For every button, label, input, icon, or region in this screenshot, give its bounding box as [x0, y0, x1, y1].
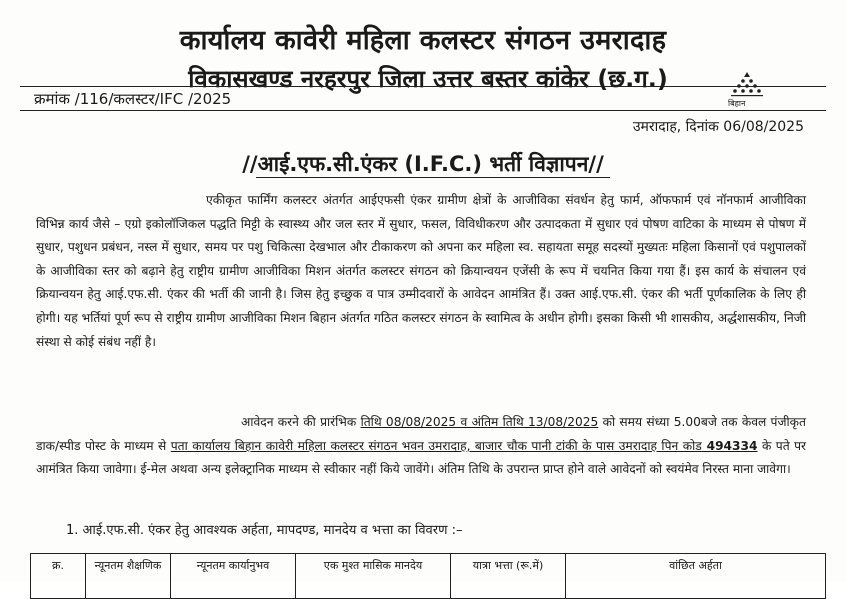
table-header-row — [31, 554, 826, 599]
col-qualification: वांछित अर्हता — [566, 554, 826, 599]
application-dates: तिथि 08/08/2025 व अंतिम तिथि 13/08/2025 — [360, 415, 599, 429]
header-rule-bottom — [20, 110, 826, 111]
p2-text-2: को समय संध्या 5.00बजे तक केवल पंजीकृत डाक/स्पीड पोस्ट के माध्यम से — [36, 415, 806, 453]
office-address: विकासखण्ड नरहरपुर जिला उत्तर बस्तर कांकेर (छ.ग.) — [188, 65, 668, 93]
reference-number: क्रमांक /116/कलस्टर/IFC /2025 — [34, 90, 232, 108]
heading-underline — [256, 177, 610, 178]
postal-address: पता कार्यालय बिहान कावेरी महिला कलस्टर संगठन भवन उमरादाह, बाजार चौक पानी टांकी के पास उमरादाह पिन कोड — [170, 438, 702, 453]
place-date: उमरादाह, दिनांक 06/08/2025 — [632, 119, 804, 135]
col-honorarium: एक मुश्त मासिक मानदेय — [296, 554, 451, 599]
header-rule-top — [20, 86, 826, 87]
p2-text-3: के पते पर आमंत्रित किया जावेगा। ई-मेल अथवा अन्य इलेक्ट्रानिक माध्यम से स्वीकार नहीं किये जावेंगे। अंतिम तिथि के उपरान्त प्राप्त होने वाले आवेदनों को स्वयंमेव निरस्त माना जावेगा। — [36, 438, 807, 477]
logo-caption: बिहान — [728, 99, 746, 108]
advertisement-heading: //आई.एफ.सी.एंकर (I.F.C.) भर्ती विज्ञापन// — [242, 152, 604, 176]
body-paragraph-1 — [36, 189, 806, 354]
col-travel-allowance: यात्रा भत्ता (रू.में) — [451, 554, 566, 599]
body-paragraph-2 — [36, 411, 806, 482]
paragraph-1-text: एकीकृत फार्मिंग कलस्टर अंतर्गत आईएफसी एंकर ग्रामीण क्षेत्रों के आजीविका संवर्धन हेतु फार्म, ऑफफार्म एवं नॉनफार्म आजीविका विभिन्न कार्य जैसे – एग्रो इकोलॉजिकल पद्धति मिट्टी के स्वास्थ्य और जल स्तर में सुधार, फसल, विविधीकरण और उत्पादकता में सुधार एवं पोषण वाटिका के माध्यम से पोषण में सुधार, पशुधन प्रबंधन, नस्ल में सुधार, समय पर पशु चिकित्सा देखभाल और टीकाकरण को अपना कर महिला स्व. सहायता समूह सदस्यों मुख्यतः महिला किसानों एवं पशुपालकों के आजीविका स्तर को बढ़ाने हेतु राष्ट्रीय ग्रामीण आजीविका मिशन अंतर्गत कलस्टर संगठन को क्रियान्वयन एजेंसी के रूप में चयनित किया गया हैं। इस कार्य के संचालन एवं क्रियान्वयन हेतु आई.एफ.सी. एंकर की भर्ती की जानी है। जिस हेतु इच्छुक व पात्र उम्मीदवारों के आवेदन आमंत्रित हैं। उक्त आई.एफ.सी. एंकर की भर्ती पूर्णकालिक के लिए ही होगी। यह भर्तियां पूर्ण रूप से राष्ट्रीय ग्रामीण आजीविका मिशन बिहान अंतर्गत गठित कलस्टर संगठन के स्वामित्व के अधीन होगी। इसका किसी भी शासकीय, अर्द्धशासकीय, निजी संस्था से कोई संबंध नहीं है। — [36, 193, 806, 349]
eligibility-table — [30, 553, 826, 599]
col-serial: क्र. — [31, 554, 86, 599]
list-item-1: 1. आई.एफ.सी. एंकर हेतु आवश्यक अर्हता, मापदण्ड, मानदेय व भत्ता का विवरण :– — [66, 523, 463, 538]
pin-code: 494334 — [701, 438, 758, 453]
col-education: न्यूनतम शैक्षणिक — [86, 554, 171, 599]
office-title: कार्यालय कावेरी महिला कलस्टर संगठन उमरादाह — [179, 25, 667, 56]
p2-text-1: आवेदन करने की प्रारंभिक — [241, 415, 361, 429]
col-experience: न्यूनतम कार्यानुभव — [171, 554, 296, 599]
